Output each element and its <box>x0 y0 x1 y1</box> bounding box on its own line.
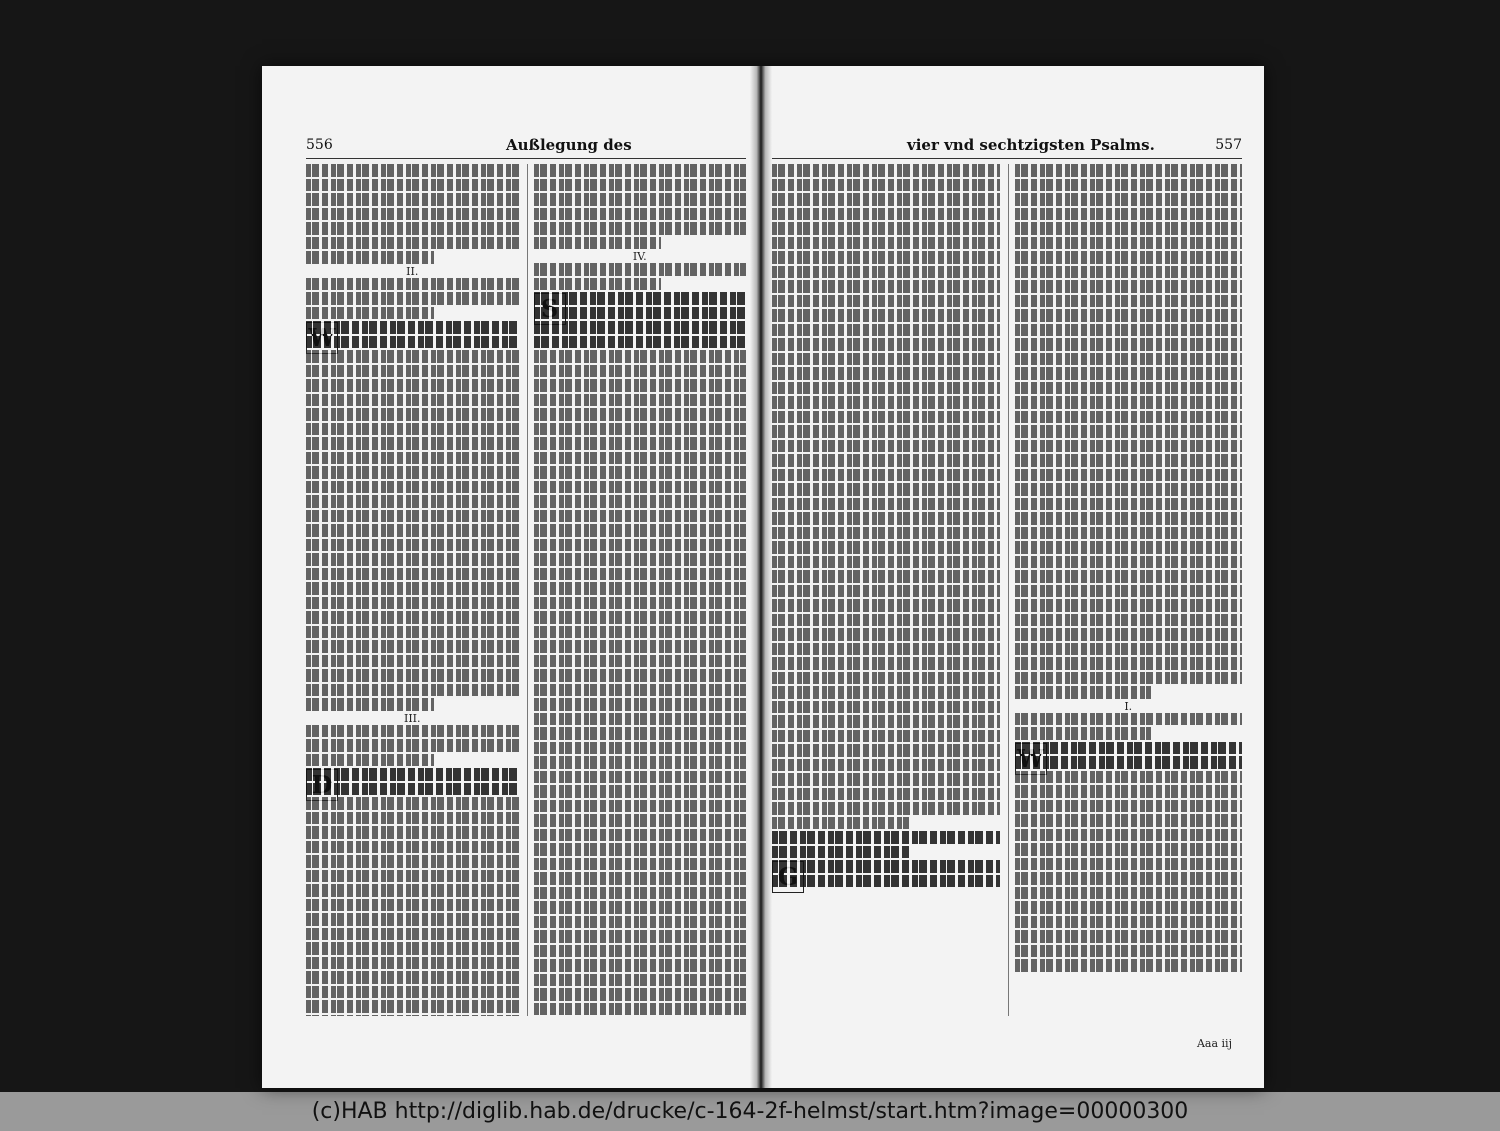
left-running-head <box>306 136 746 159</box>
section-numeral: I. <box>1124 699 1133 713</box>
right-running-head <box>772 136 1242 159</box>
section-numeral: II. <box>406 264 419 278</box>
left-page-number: 556 <box>306 137 333 153</box>
left-column-1 <box>306 164 519 1016</box>
right-page-number: 557 <box>1215 137 1242 153</box>
left-running-title: Außlegung des <box>506 136 632 154</box>
left-column-2 <box>527 164 747 1016</box>
book-gutter <box>750 66 772 1088</box>
copyright-caption: (c)HAB http://diglib.hab.de/drucke/c-164-2f-helmst/start.htm?image=00000300 <box>311 1099 1189 1124</box>
book-spread <box>262 66 1264 1088</box>
right-column-1 <box>772 164 1000 1016</box>
left-page <box>306 136 746 1016</box>
right-running-title: vier vnd sechtzigsten Psalms. <box>907 136 1155 154</box>
section-numeral: IV. <box>632 250 647 263</box>
right-column-2 <box>1008 164 1243 1016</box>
right-page <box>772 136 1242 1050</box>
signature-mark: Aaa iij <box>1196 1037 1232 1050</box>
section-numeral: III. <box>403 711 421 725</box>
